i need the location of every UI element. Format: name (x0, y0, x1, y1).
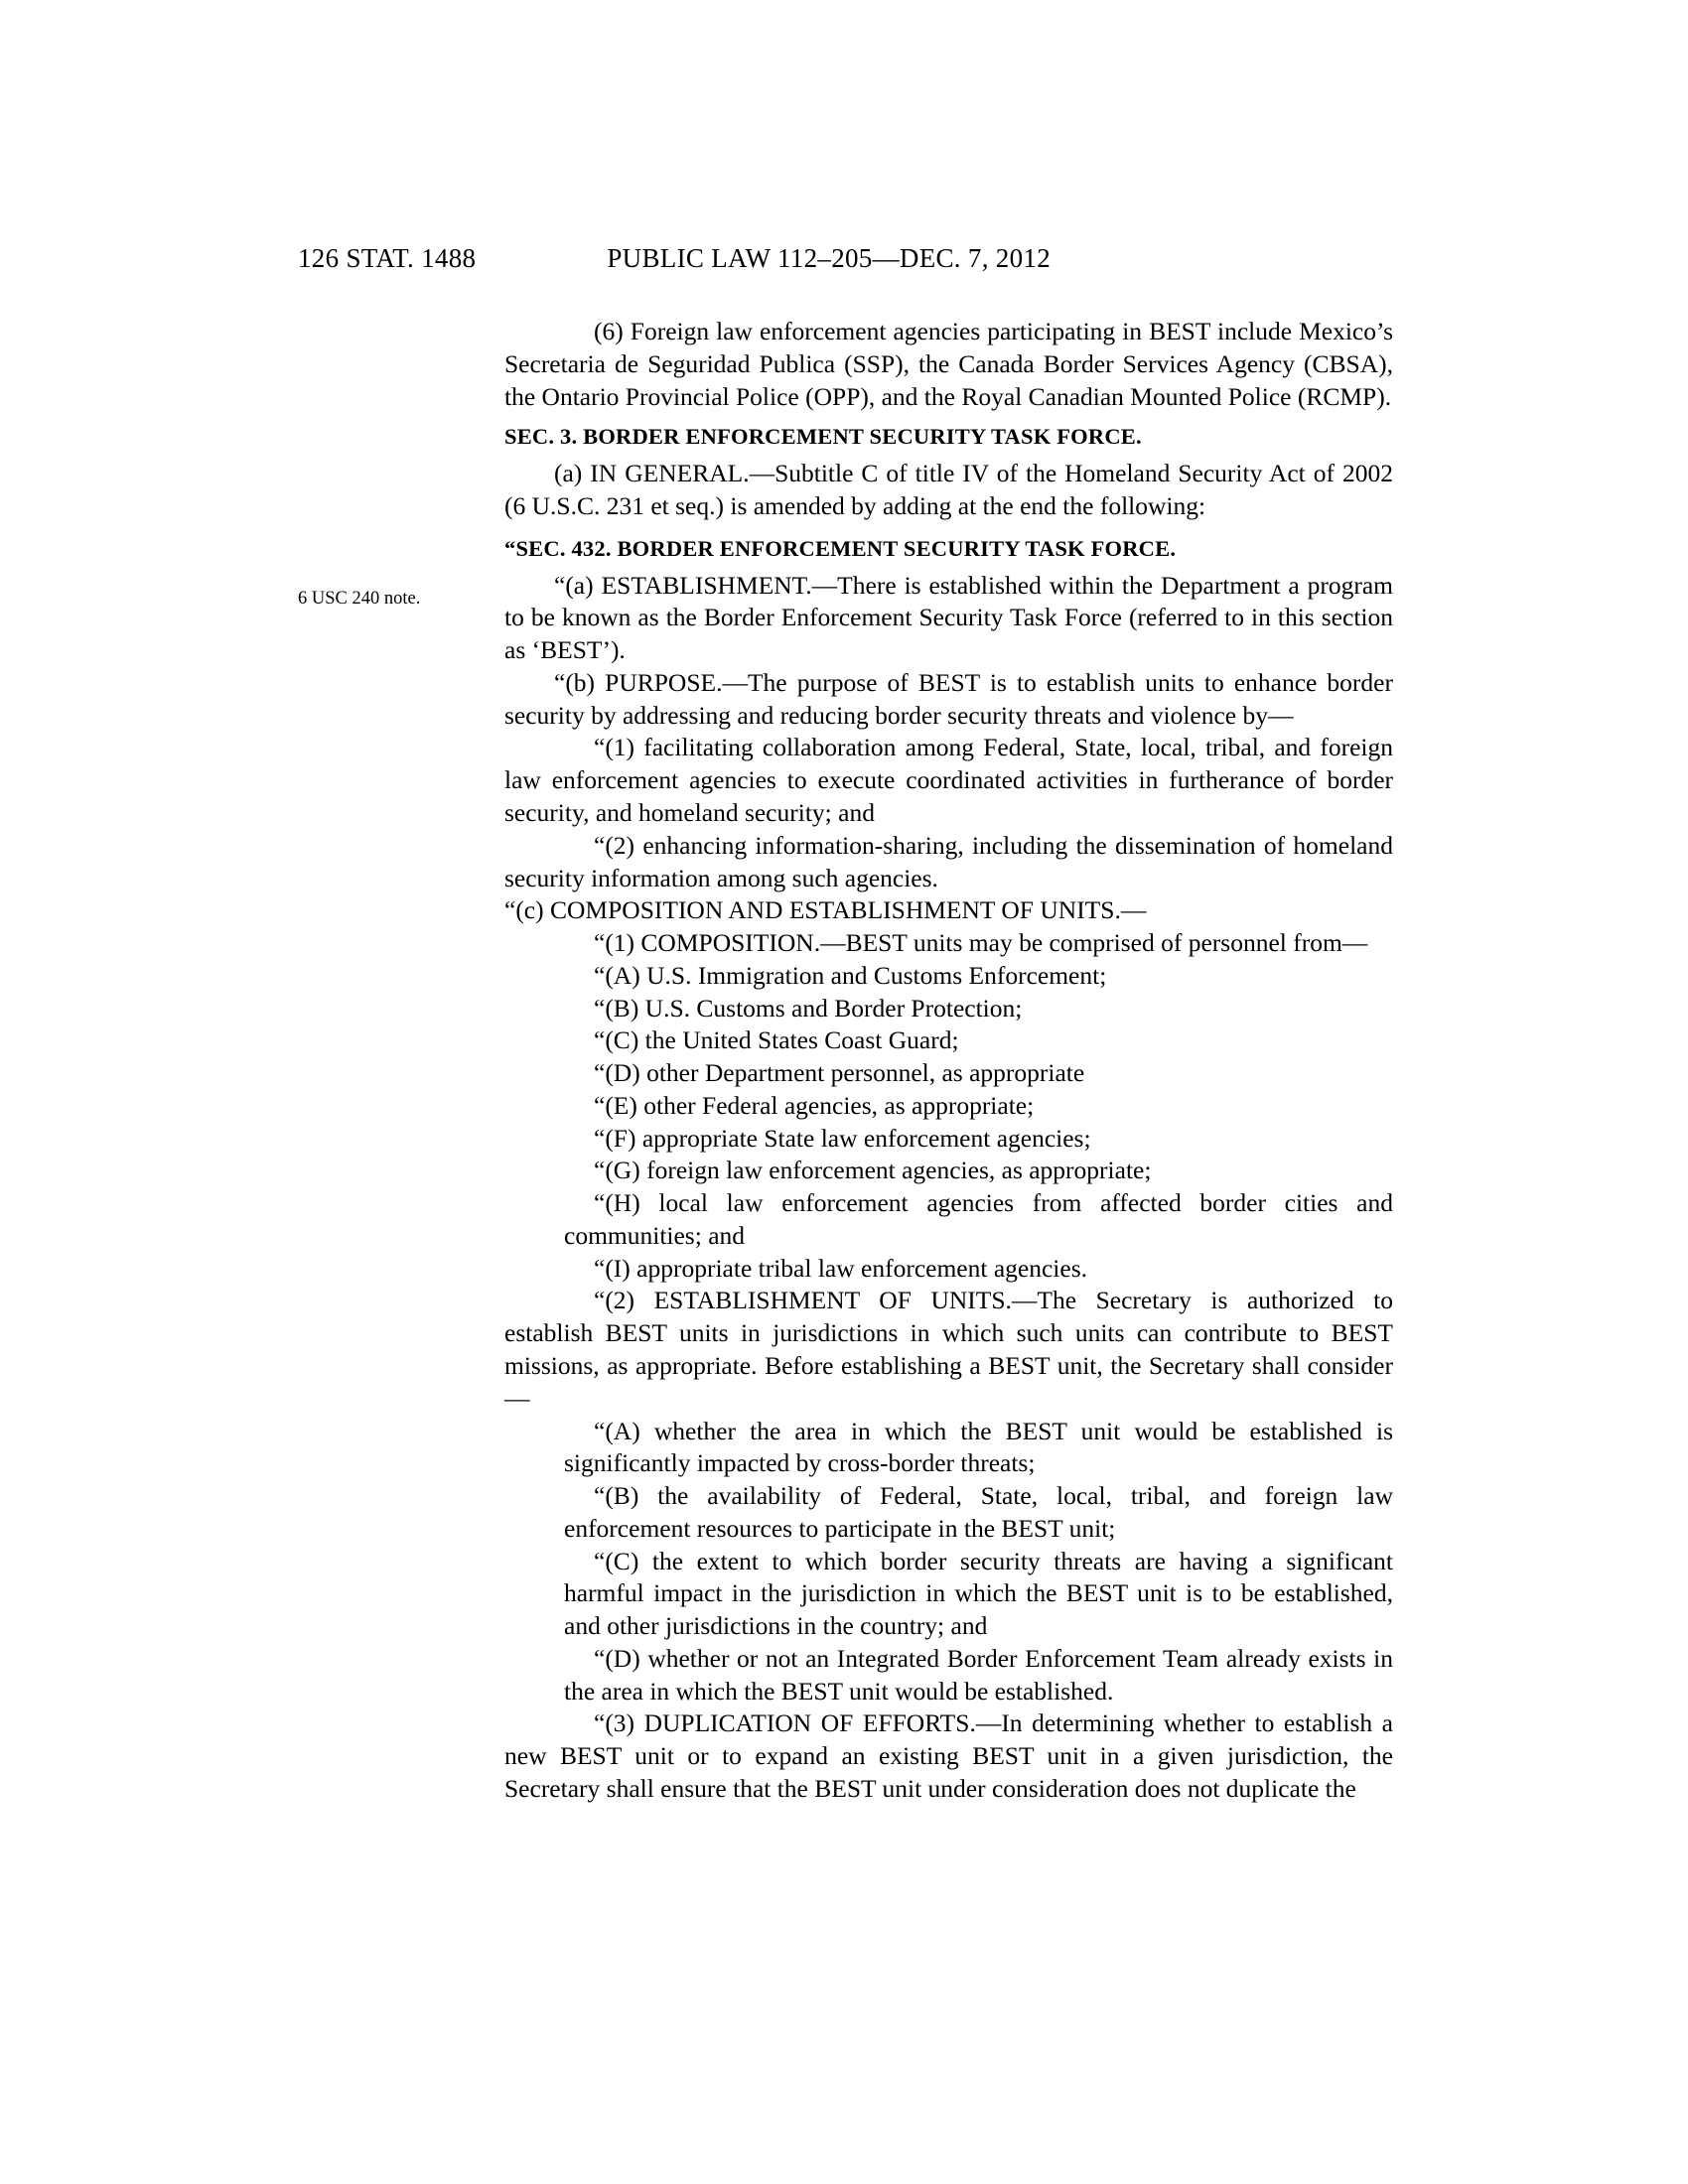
list-item: “(E) other Federal agencies, as appropriate; (594, 1090, 1035, 1120)
subsection-b-purpose: “(b) PURPOSE.—The purpose of BEST is to establish units to enhance border security by addressing and reducing border security threats and violence by— (504, 667, 1393, 730)
section-3-subsection-a: (a) IN GENERAL.—Subtitle C of title IV of the Homeland Security Act of 2002 (6 U.S.C. 231 et seq.) is amended by adding at the end the following: (504, 459, 1393, 520)
page-header (298, 243, 1410, 274)
list-item: “(B) U.S. Customs and Border Protection; (594, 993, 1023, 1023)
subsection-c-item-2: “(2) ESTABLISHMENT OF UNITS.—The Secretary is authorized to establish BEST units in jurisdictions in which such units can contribute to BEST missions, as appropriate. Before establishing a BEST unit, the Secretary shall consider— (504, 1286, 1393, 1413)
list-item: “(A) whether the area in which the BEST unit would be established is significantly impacted by cross-border threats; (564, 1416, 1393, 1478)
list-item: “(C) the United States Coast Guard; (594, 1025, 959, 1055)
subsection-c-heading: “(c) COMPOSITION AND ESTABLISHMENT OF UNITS.— (504, 895, 1147, 925)
list-item: “(D) other Department personnel, as appropriate (594, 1058, 1085, 1088)
subsection-c-item-1: “(1) COMPOSITION.—BEST units may be comprised of personnel from— (594, 928, 1368, 958)
list-item: “(G) foreign law enforcement agencies, as appropriate; (594, 1156, 1152, 1185)
list-item: “(H) local law enforcement agencies from affected border cities and communities; and (564, 1188, 1393, 1250)
page-body (504, 316, 1393, 1806)
list-item: “(F) appropriate State law enforcement agencies; (594, 1123, 1091, 1153)
paragraph-6: (6) Foreign law enforcement agencies participating in BEST include Mexico’s Secretaria de Seguridad Publica (SSP), the Canada Border Services Agency (CBSA), the Ontario Provincial Police (OPP), and the Royal Canadian Mounted Police (RCMP). (504, 317, 1393, 411)
margin-note: 6 USC 240 note. (298, 589, 421, 609)
list-item: “(A) U.S. Immigration and Customs Enforcement; (594, 960, 1107, 990)
public-law-citation: PUBLIC LAW 112–205—DEC. 7, 2012 (607, 243, 1051, 273)
list-item: “(B) the availability of Federal, State, local, tribal, and foreign law enforcement resources to participate in the BEST unit; (564, 1481, 1393, 1543)
list-item: “(C) the extent to which border security threats are having a significant harmful impact in the jurisdiction in which the BEST unit is to be established, and other jurisdictions in the country; and (564, 1546, 1393, 1641)
subsection-a-establishment: “(a) ESTABLISHMENT.—There is established within the Department a program to be known as the Border Enforcement Security Task Force (referred to in this section as ‘BEST’). (504, 570, 1393, 665)
subsection-b-item-2: “(2) enhancing information-sharing, including the dissemination of homeland security information among such agencies. (504, 830, 1393, 892)
section-432-heading: “SEC. 432. BORDER ENFORCEMENT SECURITY TASK FORCE. (504, 535, 1177, 561)
list-item: “(I) appropriate tribal law enforcement agencies. (594, 1253, 1087, 1283)
subsection-b-item-1: “(1) facilitating collaboration among Federal, State, local, tribal, and foreign law enforcement agencies to execute coordinated activities in furtherance of border security, and homeland security; and (504, 733, 1393, 827)
statute-citation: 126 STAT. 1488 (298, 243, 477, 273)
subsection-c-item-3: “(3) DUPLICATION OF EFFORTS.—In determining whether to establish a new BEST unit or to expand an existing BEST unit in a given jurisdiction, the Secretary shall ensure that the BEST unit under consideration does not duplicate the (504, 1708, 1393, 1803)
list-item: “(D) whether or not an Integrated Border Enforcement Team already exists in the area in which the BEST unit would be established. (564, 1643, 1393, 1706)
section-3-heading: SEC. 3. BORDER ENFORCEMENT SECURITY TASK FORCE. (504, 424, 1142, 450)
